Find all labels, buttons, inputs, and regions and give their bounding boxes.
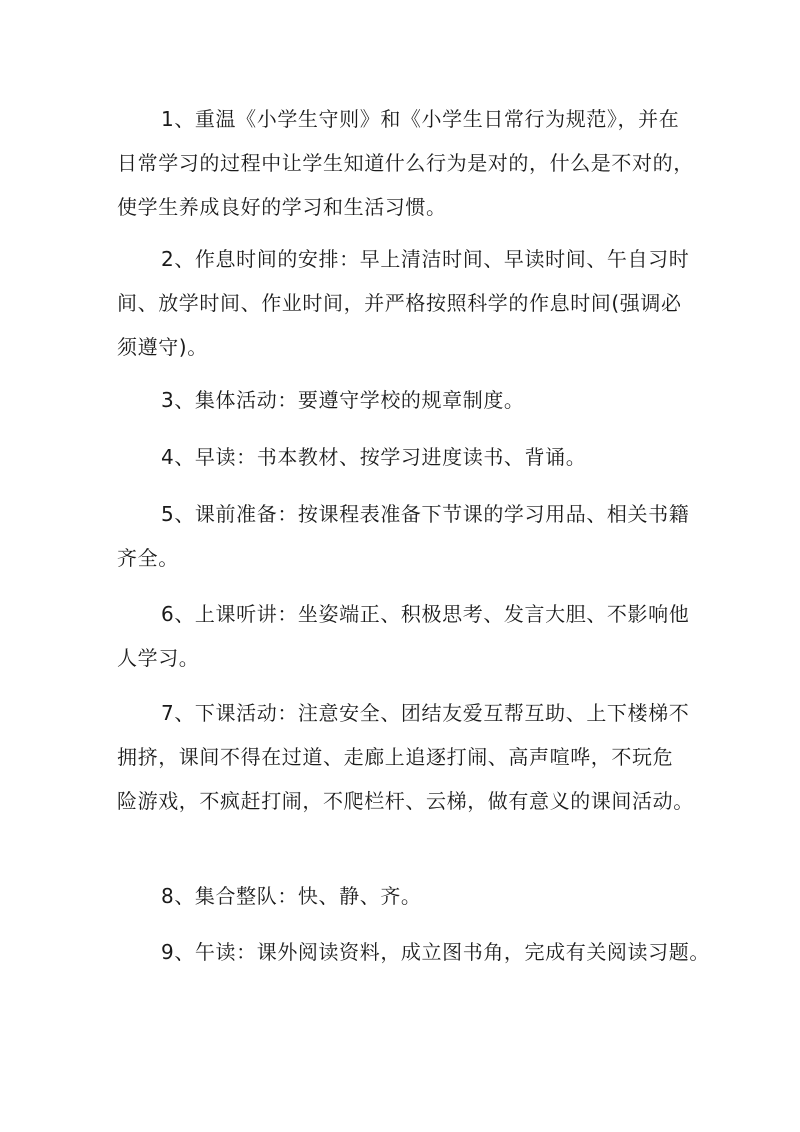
paragraph-7-line-1: 7、下课活动：注意安全、团结友爱互帮互助、上下楼梯不 (161, 701, 690, 725)
paragraph-9 (117, 930, 710, 974)
paragraph-1-line-1: 1、重温《小学生守则》和《小学生日常行为规范》，并在 (161, 107, 680, 131)
paragraph-5 (117, 492, 689, 580)
paragraph-2-line-2: 间、放学时间、作业时间，并严格按照科学的作息时间(强调必 (117, 291, 682, 315)
paragraph-5-line-1: 5、课前准备：按课程表准备下节课的学习用品、相关书籍 (161, 502, 690, 526)
paragraph-7-line-3: 险游戏，不疯赶打闹，不爬栏杆、云梯，做有意义的课间活动。 (117, 789, 694, 813)
paragraph-6-line-2: 人学习。 (117, 646, 200, 670)
paragraph-1-line-2: 日常学习的过程中让学生知道什么行为是对的，什么是不对的， (117, 151, 694, 175)
paragraph-9-line-1: 9、午读：课外阅读资料，成立图书角，完成有关阅读习题。 (161, 940, 710, 964)
paragraph-5-line-2: 齐全。 (117, 546, 179, 570)
paragraph-6-line-1: 6、上课听讲：坐姿端正、积极思考、发言大胆、不影响他 (161, 602, 690, 626)
paragraph-3 (117, 378, 689, 422)
paragraph-1 (117, 97, 694, 229)
paragraph-2 (117, 237, 689, 369)
paragraph-2-line-3: 须遵守)。 (117, 335, 208, 359)
paragraph-8-line-1: 8、集合整队：快、静、齐。 (161, 884, 422, 908)
paragraph-7 (117, 691, 694, 823)
paragraph-7-line-2: 拥挤，课间不得在过道、走廊上追逐打闹、高声喧哗，不玩危 (117, 745, 674, 769)
paragraph-3-line-1: 3、集体活动：要遵守学校的规章制度。 (161, 388, 525, 412)
paragraph-4-line-1: 4、早读：书本教材、按学习进度读书、背诵。 (161, 445, 587, 469)
paragraph-4 (117, 435, 689, 479)
paragraph-6 (117, 592, 689, 680)
paragraph-2-line-1: 2、作息时间的安排：早上清洁时间、早读时间、午自习时 (161, 247, 690, 271)
paragraph-8 (117, 874, 689, 918)
paragraph-1-line-3: 使学生养成良好的学习和生活习惯。 (117, 195, 447, 219)
